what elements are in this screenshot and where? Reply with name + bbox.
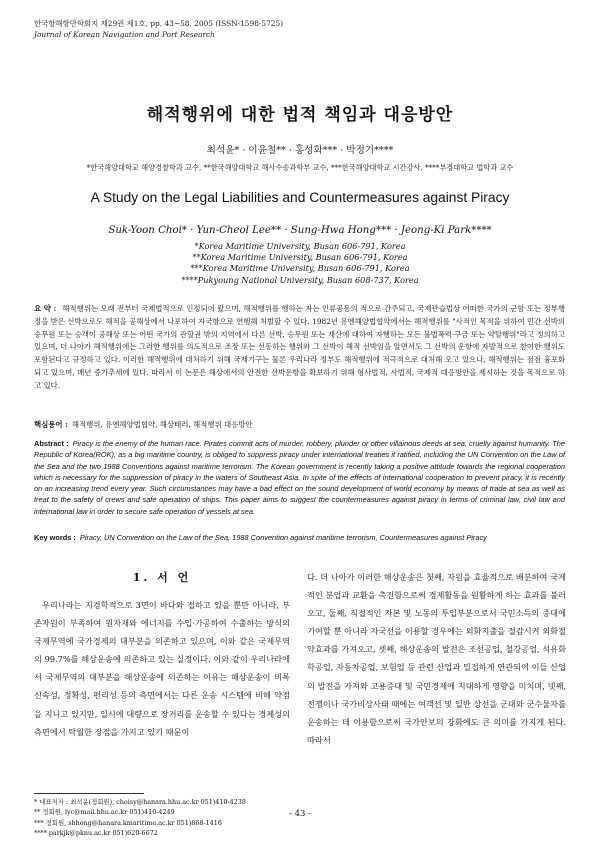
footnote: **** parkjk@pknu.ac.kr 051)620-6672 xyxy=(34,828,158,837)
keywords-en-label: Key words : xyxy=(34,533,76,542)
footnote: *** 정회원, shhong@hanara.kmaritime.ac.kr 051)868-1416 xyxy=(34,818,222,827)
body-text-right-column: 다. 더 나아가 이러한 해상운송은 첫째, 자원을 효율적으로 배분하여 국제적인 분업과 교환을 촉진함으로써 경제활동을 원활하게 하는 효과를 불러오고, 둘째, 직접적인 자본 및 노동의 투입부분으로서 국민소득의 증대에 기여할 뿐 아니라 자국선을 이용할 경우에는 외화지출을 절감시켜 외화절약효과를 가져오고, 셋째, 해상운송의 발전은 조선공업, 철강공업, 석유화학공업, 자동차공업, 보험업 등 관련 산업과 밀접하게 연관되어 이들 산업의 발전을 가져와 고용증대 및 국민경제에 지대하게 영향을 미치며, 넷째, 전쟁이나 국가비상사태 때에는 여객선 및 일반 상선을 군대와 군수물자를 운송하는 데 이용함으로써 국가안보의 강화에도 큰 의미를 가지게 된다. 따라서 xyxy=(307,572,566,745)
journal-header xyxy=(34,18,574,40)
affiliations-en xyxy=(0,241,600,286)
abstract-ko-text: 해적행위는 오래 전부터 국제법적으로 인정되어 왔으며, 해적행위를 행하는 자는 인류공동의 적으로 간주되고, 국제관습법상 어떠한 국가의 군함 또는 정부행정을 받은 선박으로도 해적을 공해상에서 나포하여 자국항으로 연행해 처벌할 수 있다. 1982년 유엔해양법협약에서는 해적행위를 "사적인 목적을 위하여 민간 선박의 승무원 또는 승객이 공해상 또는 어떤 국가의 관할권 밖의 지역에서 다른 선박, 승무원 또는 재산에 대하여 자행하는 모든 불법폭력·구금 또는 약탈행위"라고 정의하고 있으며, 더 나아가 해적행위에는 그러한 행위를 의도적으로 조장 또는 선동하는 행위와 그 선박이 해적 선박임을 알면서도 그 선박의 운항에 자발적으로 참여한 행위도 포함된다고 규정하고 있다. 이러한 해적행위에 대처하기 위해 국제기구는 물론 우리나라 정부도 해적행위에 적극적으로 대처해 오고 있으나, 해적행위는 점점 흉포화 되고 있으며, 매년 증가추세에 있다. 따라서 이 논문은 해상에서의 안전한 선박운항을 확보하기 위해 형사법적, 사법적, 국제적 대응방안을 제시하는 것을 목적으로 하고 있다. xyxy=(34,304,566,390)
footnote: * 대표저자 : 최석윤(정회원), choisy@hanara.hhu.ac.kr 051)410-4238 xyxy=(34,798,246,806)
affiliation-en: ***Korea Maritime University, Busan 606-791, Korea xyxy=(190,263,410,274)
affiliation-en: **Korea Maritime University, Busan 606-791, Korea xyxy=(192,252,408,263)
body-text-left-column: 우리나라는 지경학적으로 3면이 바다와 접하고 있을 뿐만 아니라, 부존자원이 부족하여 원자재와 에너지를 수입·가공하여 수출하는 방식의 국제무역에 국가경제의 대부분을 의존하고 있으며, 이와 같은 국제무역의 99.7%를 해상운송에 의존하고 있는 실정이다. 이와 같이 우리나라에서 국제무역의 대부분을 해상운송에 의존하는 이유는 해상운송이 비록 신속성, 정확성, 편리성 등의 측면에서는 다른 운송 시스템에 비해 약점을 지니고 있지만, 일시에 대량으로 장거리를 운송할 수 있다는 경제성의 측면에서 탁월한 장점을 가지고 있기 때문이 xyxy=(34,600,290,737)
abstract-en-text: Piracy is the enemy of the human race. Pirates commit acts of murder, robbery, plunder or other villainous deeds at sea, cruelly against humanity. The Republic of Korea(ROK), as a big maritime country, is obliged to suppress piracy under international treaties it ratified, including the UN Convention on the Law of the Sea and the two 1988 Conventions against maritime terrorism. The Korean government is recently taking a positive attitude towards the regional cooperation which is necessary for the suppression of piracy in the waters of Southeast Asia. In spite of the effects of international cooperation to prevent piracy, it is recently on an increasing trend every year. Such circumstances may have a bad effect on the sound development of world economy by means of trade at sea as well as treat to the safety of crews and safe operation of ships. This paper aims to suggest the countermeasures against piracy in terms of criminal law, civil law and international law in order to secure safe operation of vessels at sea. xyxy=(34,439,565,516)
journal-name-en: Journal of Korean Navigation and Port Research xyxy=(34,30,215,39)
affiliation-en: *Korea Maritime University, Busan 606-791, Korea xyxy=(194,241,406,251)
page-number: - 43 - xyxy=(289,809,311,819)
paper-title-ko: 해적행위에 대한 법적 책임과 대응방안 xyxy=(146,105,454,125)
section-heading: 1. 서 언 xyxy=(132,571,192,584)
abstract-en-label: Abstract : xyxy=(34,439,69,448)
abstract-en xyxy=(34,438,565,517)
authors-en: Suk-Yoon Choi* · Yun-Cheol Lee** · Sung-Hwa Hong*** · Jeong-Ki Park**** xyxy=(108,225,492,236)
footnote: ** 정회원, lyc@mail.hhu.ac.kr 051)410-4249 xyxy=(34,808,175,817)
keywords-en xyxy=(34,533,565,542)
footnote-divider xyxy=(34,793,144,794)
keywords-ko-label: 핵심용어 : xyxy=(34,420,68,429)
keywords-en-text: Piracy, UN Convention on the Law of the Sea, 1988 Convention against maritime terrorism, Countermeasures against Piracy xyxy=(79,533,487,542)
paper-title-en: A Study on the Legal Liabilities and Countermeasures against Piracy xyxy=(90,190,510,205)
authors-ko: 최석윤* · 이윤철** · 홍성화*** · 박정기**** xyxy=(206,145,394,156)
keywords-ko xyxy=(34,419,565,430)
abstract-ko xyxy=(34,303,565,393)
abstract-ko-label: 요 약 : xyxy=(34,304,57,313)
journal-citation: 한국항해항만학회지 제29권 제1호, pp. 43~58, 2005 (ISSN-1598-5725) xyxy=(34,19,284,28)
keywords-ko-text: 해적행위, 유엔해양법협약, 해상테러, 해적행위 대응방안 xyxy=(71,420,253,429)
affiliation-en: ****Pukyoung National University, Busan 608-737, Korea xyxy=(181,274,419,285)
affiliations-ko: *한국해양대학교 해양경찰학과 교수, **한국해양대학교 해사수송과학부 교수, ***한국해양대학교 시간강사, ****부경대학교 법학과 교수 xyxy=(86,163,514,172)
